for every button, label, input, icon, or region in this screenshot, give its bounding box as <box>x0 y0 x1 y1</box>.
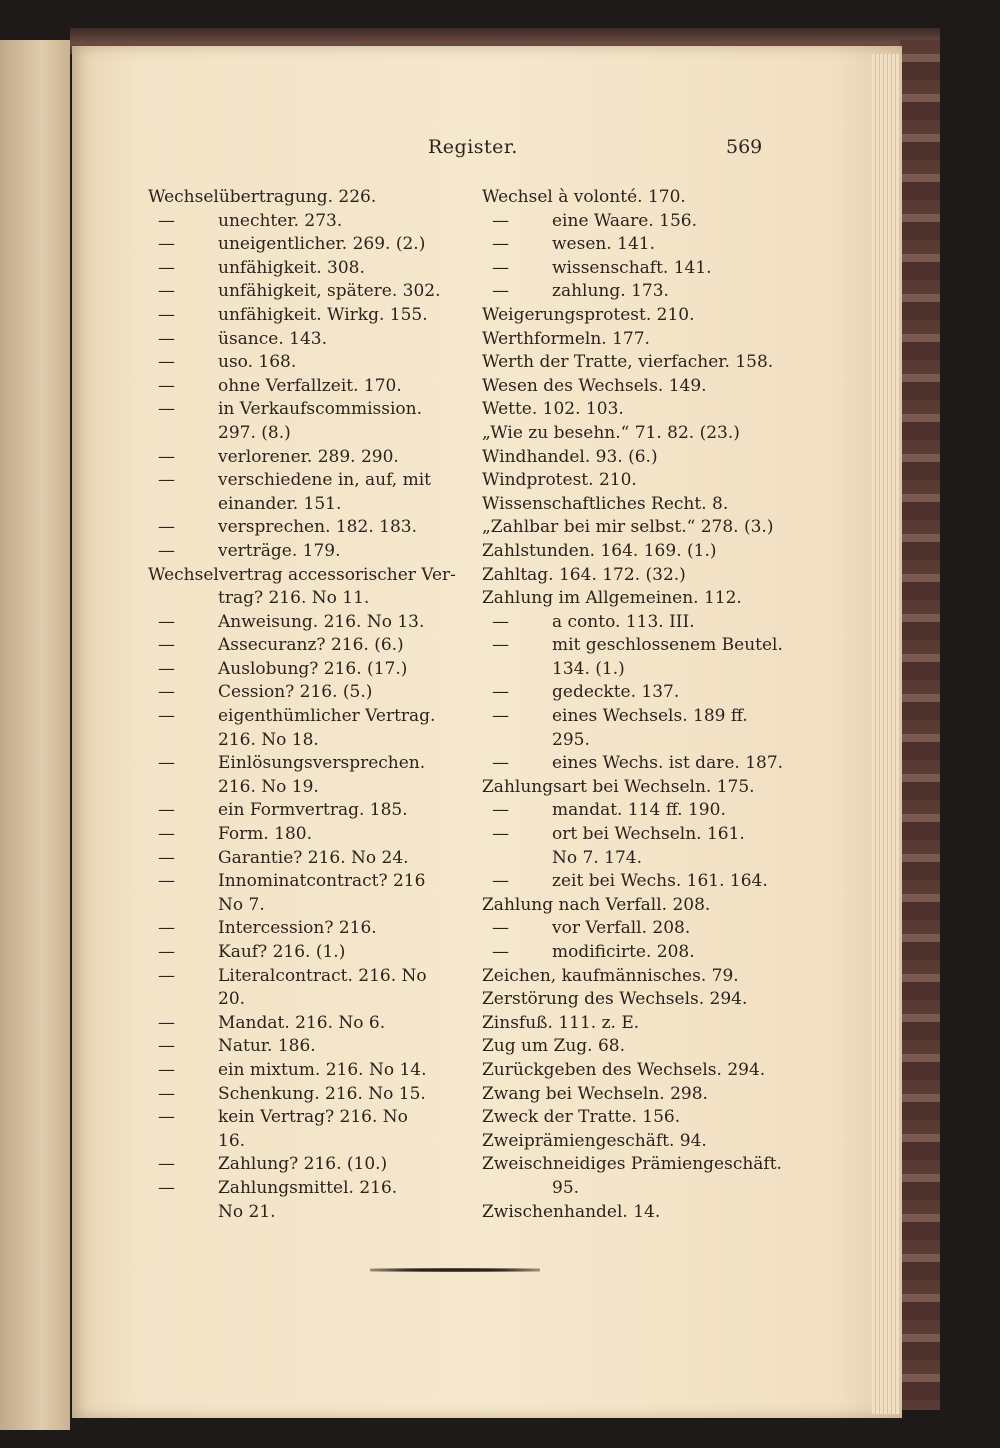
ditto-dash: — <box>158 847 175 868</box>
index-entry <box>148 280 468 304</box>
index-entry <box>148 681 468 705</box>
sub-entry-text: verschiedene in, auf, mit <box>218 470 431 491</box>
ditto-dash: — <box>492 706 509 727</box>
sub-entry-text: uso. 168. <box>218 352 297 373</box>
sub-entry-text: zeit bei Wechs. 161. 164. <box>552 871 768 892</box>
sub-entry-text: wissenschaft. 141. <box>552 257 712 278</box>
index-entry: Werth der Tratte, vierfacher. 158. <box>482 352 774 373</box>
ditto-dash: — <box>492 753 509 774</box>
sub-entry-text: Natur. 186. <box>218 1036 316 1057</box>
ditto-dash: — <box>158 1177 175 1198</box>
sub-entry-text: Garantie? 216. No 24. <box>218 847 409 868</box>
index-entry: Zinsfuß. 111. z. E. <box>482 1012 640 1033</box>
index-entry <box>148 398 468 422</box>
sub-entry-text: kein Vertrag? 216. No <box>218 1107 408 1128</box>
sub-entry-text: verlorener. 289. 290. <box>218 446 399 467</box>
index-entry: Zahlungsart bei Wechseln. 175. <box>482 776 755 797</box>
sub-entry-text: Zahlungsmittel. 216. <box>218 1177 398 1198</box>
index-entry: Wechselübertragung. 226. <box>148 187 377 207</box>
sub-entry-text: zahlung. 173. <box>552 281 669 302</box>
ditto-dash: — <box>158 375 175 396</box>
index-entry <box>148 847 468 871</box>
ditto-dash: — <box>158 1036 175 1057</box>
ditto-dash: — <box>158 352 175 373</box>
index-entry: Wissenschaftliches Recht. 8. <box>482 493 729 514</box>
index-entry <box>482 280 772 304</box>
index-entry <box>148 1177 468 1201</box>
sub-entry-text: in Verkaufscommission. <box>218 399 422 420</box>
sub-entry-text: unfähigkeit. 308. <box>218 257 365 278</box>
index-column-right <box>482 186 784 1224</box>
index-entry <box>148 1106 468 1130</box>
index-entry-continuation: No 21. <box>218 1201 276 1222</box>
index-column-left <box>148 186 468 1224</box>
ditto-dash: — <box>158 1083 175 1104</box>
index-entry <box>482 799 772 823</box>
left-page-edge <box>0 40 70 1430</box>
index-entry <box>148 611 468 635</box>
ditto-dash: — <box>158 281 175 302</box>
index-entry: Wesen des Wechsels. 149. <box>482 375 707 396</box>
index-entry <box>148 965 468 989</box>
index-entry: Zerstörung des Wechsels. 294. <box>482 989 748 1010</box>
ditto-dash: — <box>158 399 175 420</box>
sub-entry-text: Innominatcontract? 216 <box>218 871 426 892</box>
sub-entry-text: modificirte. 208. <box>552 942 695 962</box>
index-entry <box>482 611 772 635</box>
sub-entry-text: Anweisung. 216. No 13. <box>218 611 425 632</box>
ditto-dash: — <box>492 918 509 939</box>
ditto-dash: — <box>158 517 175 538</box>
index-entry <box>482 823 772 847</box>
index-entry <box>482 257 772 281</box>
sub-entry-text: unfähigkeit, spätere. 302. <box>218 281 441 302</box>
ditto-dash: — <box>158 824 175 845</box>
ditto-dash: — <box>492 871 509 892</box>
sub-entry-text: üsance. 143. <box>218 328 327 349</box>
ditto-dash: — <box>492 281 509 302</box>
ditto-dash: — <box>492 635 509 656</box>
sub-entry-text: Literalcontract. 216. No <box>218 965 427 986</box>
sub-entry-text: unfähigkeit. Wirkg. 155. <box>218 304 428 325</box>
index-entry: Zweck der Tratte. 156. <box>482 1107 681 1128</box>
sub-entry-text: mit geschlossenem Beutel. <box>552 635 783 656</box>
sub-entry-text: Form. 180. <box>218 824 313 845</box>
index-entry <box>148 823 468 847</box>
index-entry <box>482 705 772 729</box>
index-entry <box>148 469 468 493</box>
running-title: Register. <box>428 136 518 158</box>
index-entry <box>148 634 468 658</box>
ditto-dash: — <box>492 257 509 278</box>
index-entry-continuation: 16. <box>218 1130 246 1151</box>
index-entry <box>148 870 468 894</box>
sub-entry-text: ein mixtum. 216. No 14. <box>218 1059 427 1080</box>
ditto-dash: — <box>492 210 509 231</box>
ditto-dash: — <box>158 540 175 561</box>
index-entry <box>148 375 468 399</box>
ditto-dash: — <box>158 328 175 349</box>
index-entry: Zeichen, kaufmännisches. 79. <box>482 965 739 986</box>
index-entry: Windprotest. 210. <box>482 470 637 491</box>
index-entry-continuation: 20. <box>218 989 246 1010</box>
index-entry <box>148 1059 468 1083</box>
index-entry <box>148 304 468 328</box>
ditto-dash: — <box>158 304 175 325</box>
ditto-dash: — <box>492 611 509 632</box>
book-cover-spine <box>900 40 940 1410</box>
sub-entry-text: mandat. 114 ff. 190. <box>552 800 726 821</box>
ditto-dash: — <box>158 753 175 774</box>
index-entry <box>482 210 772 234</box>
sub-entry-text: eines Wechsels. 189 ff. <box>552 706 748 727</box>
ditto-dash: — <box>158 658 175 679</box>
page-number: 569 <box>726 136 763 158</box>
ditto-dash: — <box>492 800 509 821</box>
index-entry-continuation: 297. (8.) <box>218 422 291 443</box>
sub-entry-text: unechter. 273. <box>218 210 343 231</box>
ditto-dash: — <box>158 965 175 986</box>
index-entry <box>148 941 468 965</box>
index-entry <box>148 328 468 352</box>
sub-entry-text: Intercession? 216. <box>218 918 377 939</box>
ditto-dash: — <box>158 682 175 703</box>
index-entry <box>482 917 772 941</box>
index-entry <box>148 1083 468 1107</box>
index-entry: Wechsel à volonté. 170. <box>482 187 686 207</box>
index-entry: Weigerungsprotest. 210. <box>482 304 695 325</box>
sub-entry-text: eine Waare. 156. <box>552 210 698 231</box>
index-entry-continuation: 216. No 18. <box>218 729 319 750</box>
index-entry <box>148 516 468 540</box>
sub-entry-text: uneigentlicher. 269. (2.) <box>218 234 426 255</box>
ditto-dash: — <box>158 942 175 962</box>
sub-entry-text: Einlösungsversprechen. <box>218 753 426 774</box>
ditto-dash: — <box>158 918 175 939</box>
sub-entry-text: vor Verfall. 208. <box>552 918 691 939</box>
sub-entry-text: Mandat. 216. No 6. <box>218 1012 386 1033</box>
index-entry <box>482 681 772 705</box>
ditto-dash: — <box>158 706 175 727</box>
index-entry: „Wie zu besehn.“ 71. 82. (23.) <box>482 422 740 443</box>
index-entry: Zwischenhandel. 14. <box>482 1201 661 1222</box>
index-entry <box>148 233 468 257</box>
index-entry: Zurückgeben des Wechsels. 294. <box>482 1059 766 1080</box>
end-ornament-rule <box>370 1268 540 1272</box>
sub-entry-text: ein Formvertrag. 185. <box>218 800 408 821</box>
sub-entry-text: wesen. 141. <box>552 234 656 255</box>
index-entry: Zahlung im Allgemeinen. 112. <box>482 588 742 609</box>
index-entry-continuation: einander. 151. <box>218 493 342 514</box>
index-entry-continuation: trag? 216. No 11. <box>218 588 370 609</box>
ditto-dash: — <box>158 1059 175 1080</box>
index-entry-continuation: No 7. 174. <box>552 847 642 868</box>
index-entry <box>148 540 468 564</box>
ditto-dash: — <box>158 446 175 467</box>
index-entry <box>148 917 468 941</box>
index-entry: Zwang bei Wechseln. 298. <box>482 1083 708 1104</box>
sub-entry-text: Zahlung? 216. (10.) <box>218 1154 388 1175</box>
index-entry: Wechselvertrag accessorischer Ver- <box>148 564 456 585</box>
sub-entry-text: Assecuranz? 216. (6.) <box>218 635 404 656</box>
index-entry-continuation: No 7. <box>218 894 265 915</box>
index-entry <box>148 351 468 375</box>
index-entry <box>148 705 468 729</box>
index-entry: Zahlstunden. 164. 169. (1.) <box>482 540 717 561</box>
sub-entry-text: Kauf? 216. (1.) <box>218 942 346 962</box>
index-entry <box>482 941 772 965</box>
index-entry <box>148 1012 468 1036</box>
index-entry <box>482 870 772 894</box>
index-entry: Zweischneidiges Prämiengeschäft. <box>482 1154 782 1175</box>
ditto-dash: — <box>158 1012 175 1033</box>
index-entry: Windhandel. 93. (6.) <box>482 446 658 467</box>
index-entry-continuation: 295. <box>552 729 590 750</box>
index-entry: Werthformeln. 177. <box>482 328 650 349</box>
ditto-dash: — <box>158 871 175 892</box>
index-entry <box>148 210 468 234</box>
index-entry: Zahltag. 164. 172. (32.) <box>482 564 686 585</box>
index-entry <box>482 634 783 658</box>
ditto-dash: — <box>492 824 509 845</box>
sub-entry-text: eigenthümlicher Vertrag. <box>218 706 436 727</box>
ditto-dash: — <box>158 470 175 491</box>
sub-entry-text: eines Wechs. ist dare. 187. <box>552 753 784 774</box>
page-header <box>0 136 1000 166</box>
index-entry <box>482 233 772 257</box>
ditto-dash: — <box>158 800 175 821</box>
index-entry-continuation: 134. (1.) <box>552 658 625 679</box>
ditto-dash: — <box>158 635 175 656</box>
index-entry-continuation: 95. <box>552 1177 580 1198</box>
index-entry: Zug um Zug. 68. <box>482 1036 626 1057</box>
sub-entry-text: gedeckte. 137. <box>552 682 680 703</box>
index-entry: Zahlung nach Verfall. 208. <box>482 894 711 915</box>
index-entry <box>148 446 468 470</box>
ditto-dash: — <box>158 1107 175 1128</box>
index-entry: „Zahlbar bei mir selbst.“ 278. (3.) <box>482 517 774 538</box>
index-entry <box>148 1153 468 1177</box>
sub-entry-text: ohne Verfallzeit. 170. <box>218 375 402 396</box>
ditto-dash: — <box>492 682 509 703</box>
index-entry-continuation: 216. No 19. <box>218 776 319 797</box>
page-edges <box>872 54 900 1414</box>
index-entry <box>148 1035 468 1059</box>
ditto-dash: — <box>158 210 175 231</box>
ditto-dash: — <box>158 611 175 632</box>
sub-entry-text: Cession? 216. (5.) <box>218 682 373 703</box>
index-entry <box>148 658 468 682</box>
index-entry <box>148 799 468 823</box>
index-entry: Zweiprämiengeschäft. 94. <box>482 1130 707 1151</box>
ditto-dash: — <box>158 257 175 278</box>
index-entry <box>482 752 784 776</box>
sub-entry-text: a conto. 113. III. <box>552 611 695 632</box>
index-entry <box>148 257 468 281</box>
index-entry: Wette. 102. 103. <box>482 399 624 420</box>
ditto-dash: — <box>158 1154 175 1175</box>
ditto-dash: — <box>158 234 175 255</box>
sub-entry-text: Schenkung. 216. No 15. <box>218 1083 426 1104</box>
sub-entry-text: verträge. 179. <box>218 540 341 561</box>
index-entry <box>148 752 468 776</box>
sub-entry-text: versprechen. 182. 183. <box>218 517 417 538</box>
sub-entry-text: Auslobung? 216. (17.) <box>218 658 408 679</box>
ditto-dash: — <box>492 942 509 962</box>
ditto-dash: — <box>492 234 509 255</box>
sub-entry-text: ort bei Wechseln. 161. <box>552 824 745 845</box>
